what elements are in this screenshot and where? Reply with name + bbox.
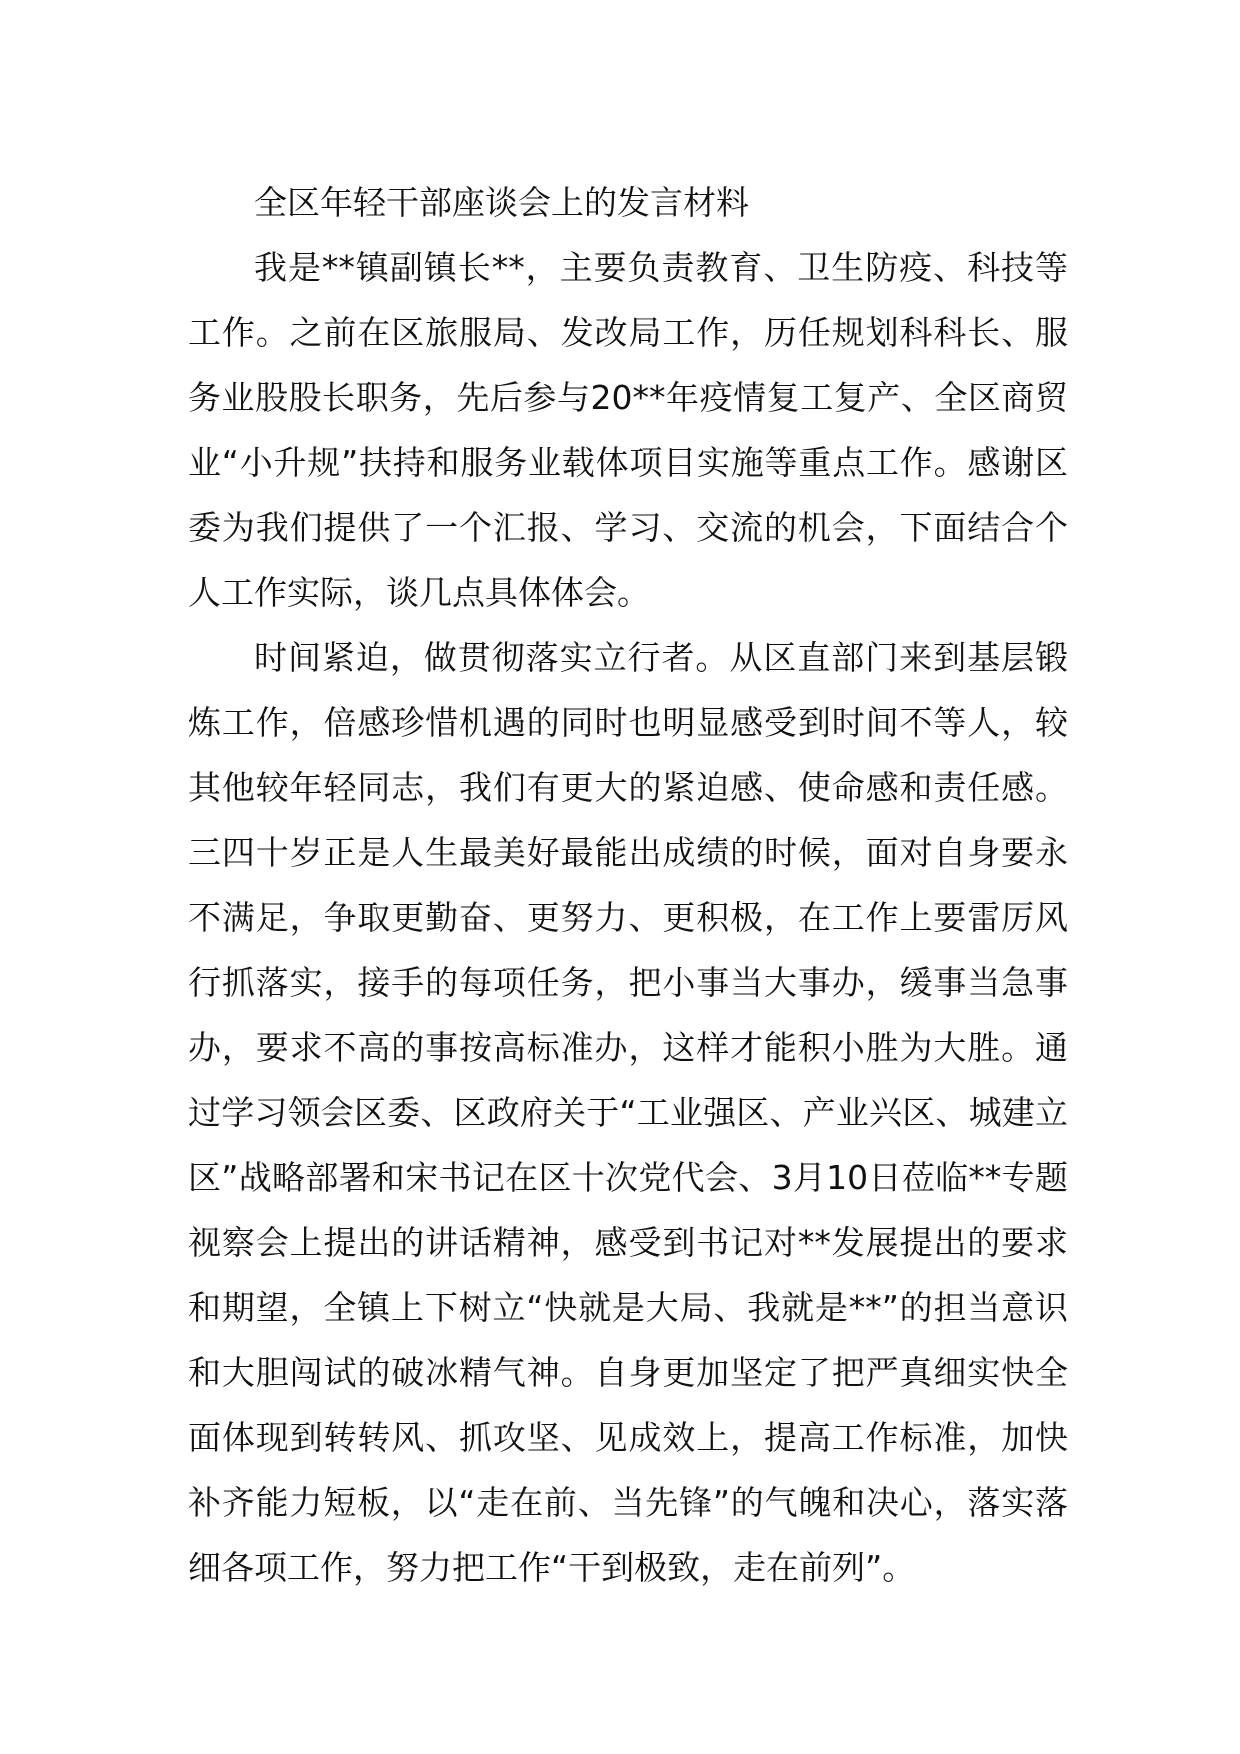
document-body xyxy=(188,170,1068,1600)
document-title: 全区年轻干部座谈会上的发言材料 xyxy=(254,183,749,222)
paragraph-introduction: 我是**镇副镇长**，主要负责教育、卫生防疫、科技等工作。之前在区旅服局、发改局工作，历任规划科科长、服务业股股长职务，先后参与20**年疫情复工复产、全区商贸业“小升规”扶持和服务业载体项目实施等重点工作。感谢区委为我们提供了一个汇报、学习、交流的机会，下面结合个人工作实际，谈几点具体体会。 xyxy=(188,248,1068,612)
paragraph-time-urgency: 时间紧迫，做贯彻落实立行者。从区直部门来到基层锻炼工作，倍感珍惜机遇的同时也明显感受到时间不等人，较其他较年轻同志，我们有更大的紧迫感、使命感和责任感。三四十岁正是人生最美好最能出成绩的时候，面对自身要永不满足，争取更勤奋、更努力、更积极，在工作上要雷厉风行抓落实，接手的每项任务，把小事当大事办，缓事当急事办，要求不高的事按高标准办，这样才能积小胜为大胜。通过学习领会区委、区政府关于“工业强区、产业兴区、城建立区”战略部署和宋书记在区十次党代会、3月10日莅临**专题视察会上提出的讲话精神，感受到书记对**发展提出的要求和期望，全镇上下树立“快就是大局、我就是**”的担当意识和大胆闯试的破冰精气神。自身更加坚定了把严真细实快全面体现到转转风、抓攻坚、见成效上，提高工作标准，加快补齐能力短板，以“走在前、当先锋”的气魄和决心，落实落细各项工作，努力把工作“干到极致，走在前列”。 xyxy=(188,638,1068,1587)
